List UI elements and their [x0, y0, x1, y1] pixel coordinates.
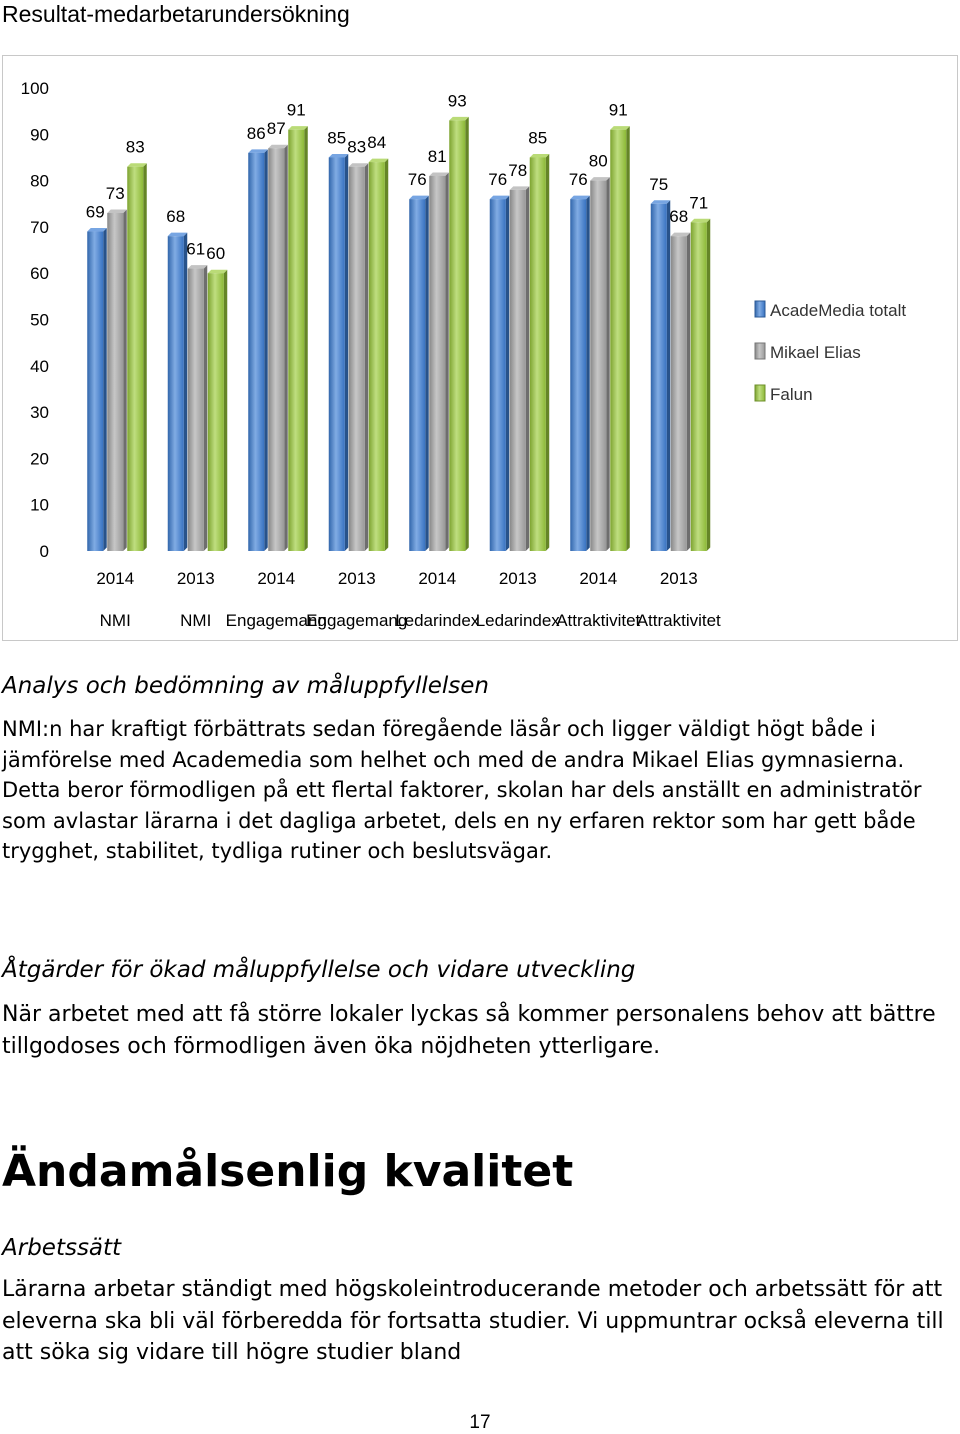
legend-swatch [755, 385, 765, 401]
y-tick-label: 10 [30, 495, 49, 515]
quality-subheading: Arbetssätt [2, 1235, 122, 1261]
bar [268, 148, 284, 551]
bar [530, 157, 546, 551]
y-tick-label: 20 [30, 449, 49, 469]
y-tick-label: 100 [20, 79, 49, 98]
quality-heading: Ändamålsenlig kvalitet [2, 1146, 574, 1197]
bar-side [284, 145, 288, 551]
bar [208, 273, 224, 551]
data-label: 81 [427, 146, 447, 166]
bar-side [143, 163, 147, 551]
bar-side [626, 126, 630, 551]
bar [288, 130, 304, 551]
chart-frame [2, 55, 958, 641]
x-tick-year: 2013 [498, 569, 537, 588]
data-label: 85 [327, 128, 347, 148]
page-number: 17 [469, 1412, 491, 1433]
bar [248, 153, 264, 551]
data-label: 83 [125, 137, 145, 157]
bar [691, 222, 707, 551]
x-tick-year: 2013 [337, 569, 376, 588]
data-label: 84 [367, 133, 387, 153]
x-tick-name: Ledarindex [395, 611, 480, 630]
y-tick-label: 70 [30, 217, 49, 237]
data-label: 93 [447, 91, 467, 111]
legend-label: Falun [770, 385, 813, 404]
legend-swatch [755, 301, 765, 317]
bar [610, 130, 626, 551]
bar [107, 213, 123, 551]
data-label: 87 [266, 119, 286, 139]
bar [188, 269, 204, 551]
data-label: 61 [186, 239, 206, 259]
bar-side [103, 228, 107, 551]
bar-side [465, 117, 469, 551]
bar-side [385, 159, 389, 551]
bar [510, 190, 526, 551]
bar [87, 232, 103, 551]
x-tick-year: 2014 [579, 569, 618, 588]
x-tick-year: 2014 [418, 569, 457, 588]
data-label: 76 [488, 170, 508, 190]
x-tick-name: Engagemang [225, 611, 327, 630]
bar [651, 204, 667, 551]
x-tick-name: Engagemang [306, 611, 408, 630]
bar-side [687, 233, 691, 551]
x-tick-name: NMI [99, 611, 131, 630]
x-tick-year: 2014 [96, 569, 135, 588]
data-label: 75 [649, 174, 669, 194]
bar-side [506, 196, 510, 551]
y-tick-label: 30 [30, 403, 49, 423]
analysis-heading: Analys och bedömning av måluppfyllelsen [2, 673, 490, 699]
bar-side [184, 233, 188, 551]
x-tick-name: Ledarindex [475, 611, 560, 630]
bar [490, 199, 506, 551]
bar [429, 176, 445, 551]
legend-label: AcadeMedia totalt [770, 301, 907, 320]
data-label: 91 [286, 100, 306, 120]
bar-side [586, 196, 590, 551]
x-tick-name: NMI [180, 611, 212, 630]
bar [671, 236, 687, 551]
data-label: 73 [105, 184, 125, 204]
x-tick-name: Attraktivitet [636, 611, 721, 630]
y-tick-label: 50 [30, 310, 49, 330]
data-label: 83 [347, 137, 367, 157]
measures-heading: Åtgärder för ökad måluppfyllelse och vidare utveckling [2, 957, 636, 983]
data-label: 76 [407, 170, 427, 190]
data-label: 80 [588, 151, 608, 171]
bar [590, 181, 606, 551]
x-tick-year: 2013 [659, 569, 698, 588]
legend-label: Mikael Elias [770, 343, 861, 362]
bar [570, 199, 586, 551]
x-tick-year: 2013 [176, 569, 215, 588]
bar-chart [3, 56, 959, 642]
bar-side [264, 149, 268, 551]
data-label: 60 [206, 244, 226, 264]
bar [449, 120, 465, 551]
y-tick-label: 60 [30, 264, 49, 284]
bar-side [526, 186, 530, 551]
y-tick-label: 40 [30, 356, 49, 376]
bar-side [606, 177, 610, 551]
data-label: 91 [608, 100, 628, 120]
bar-side [365, 163, 369, 551]
page-heading: Resultat-medarbetarundersökning [2, 1, 350, 27]
data-label: 68 [166, 207, 186, 227]
bar-side [224, 270, 228, 551]
bar-side [425, 196, 429, 551]
bar-side [345, 154, 349, 551]
data-label: 76 [568, 170, 588, 190]
bar [369, 162, 385, 551]
x-tick-year: 2014 [257, 569, 296, 588]
y-tick-label: 0 [39, 542, 49, 561]
bar-side [546, 154, 550, 551]
data-label: 86 [246, 123, 266, 143]
data-label: 85 [528, 128, 548, 148]
bar-side [667, 200, 671, 551]
bar [329, 157, 345, 551]
bar-side [445, 172, 449, 551]
bar [168, 236, 184, 551]
data-label: 69 [85, 202, 105, 222]
quality-paragraph: Lärarna arbetar ständigt med högskoleintroducerande metoder och arbetssätt för att eleverna ska bli väl förberedda för fortsatta studier. Vi uppmuntrar också eleverna till att söka sig vidare till högre studier bland [2, 1277, 944, 1365]
bar-side [707, 219, 711, 551]
bar [409, 199, 425, 551]
data-label: 71 [689, 193, 709, 213]
data-label: 68 [669, 207, 689, 227]
bar [349, 167, 365, 551]
y-tick-label: 80 [30, 171, 49, 191]
bar-side [123, 210, 127, 551]
data-label: 78 [508, 160, 528, 180]
legend-swatch [755, 343, 765, 359]
measures-paragraph: När arbetet med att få större lokaler lyckas så kommer personalens behov att bättre tillgodoses och förmodligen även öka nöjdheten ytterligare. [2, 1002, 936, 1059]
analysis-paragraph: NMI:n har kraftigt förbättrats sedan föregående läsår och ligger väldigt högt både i jämförelse med Academedia som helhet och med de andra Mikael Elias gymnasierna. Detta beror förmodligen på ett flertal faktorer, skolan har dels anställt en administratör som avlastar lärarna i det dagliga arbetet, dels en ny erfaren rektor som har gett både trygghet, stabilitet, tydliga rutiner och beslutsvägar. [2, 717, 922, 863]
bar-side [304, 126, 308, 551]
y-tick-label: 90 [30, 125, 49, 145]
x-tick-name: Attraktivitet [556, 611, 641, 630]
bar [127, 167, 143, 551]
bar-side [204, 265, 208, 551]
